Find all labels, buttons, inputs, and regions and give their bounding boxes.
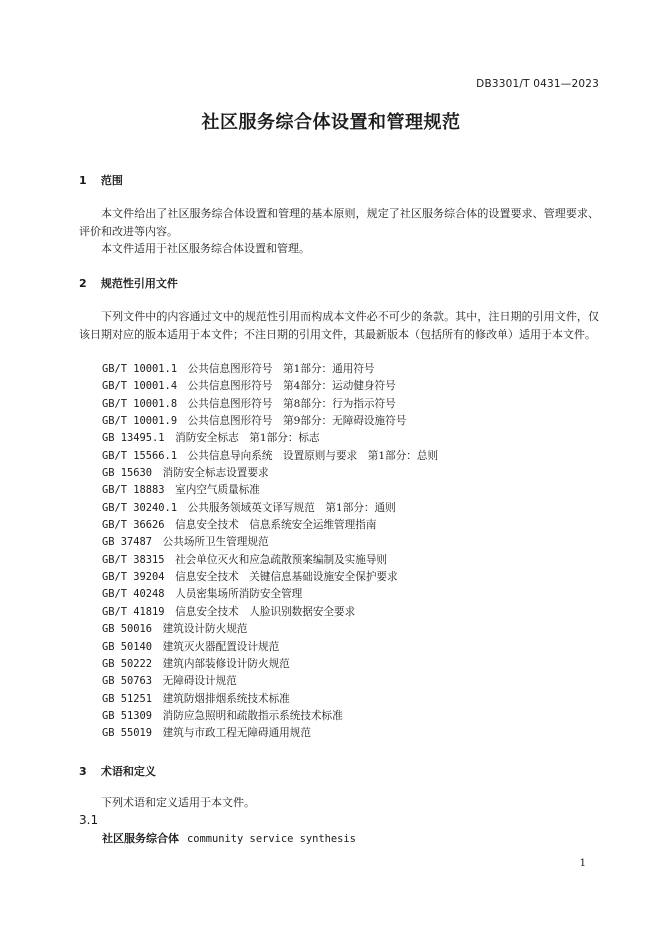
reference-item <box>102 708 438 725</box>
reference-item <box>102 725 438 742</box>
section-title: 术语和定义 <box>100 765 156 778</box>
reference-code: GB/T 36626 <box>102 519 165 532</box>
term-chinese: 社区服务综合体 <box>102 832 179 845</box>
reference-code: GB/T 39204 <box>102 571 165 584</box>
reference-name: 建筑内部装修设计防火规范 <box>162 657 290 670</box>
reference-name: 公共服务领域英文译写规范 第1部分：通则 <box>187 501 396 514</box>
document-title: 社区服务综合体设置和管理规范 <box>201 112 461 133</box>
reference-name: 社会单位灭火和应急疏散预案编制及实施导则 <box>175 553 388 566</box>
term-english: community service synthesis <box>187 833 356 845</box>
reference-item <box>102 534 438 551</box>
reference-name: 消防应急照明和疏散指示系统技术标准 <box>162 709 343 722</box>
reference-name: 人员密集场所消防安全管理 <box>175 588 303 601</box>
reference-item <box>102 604 438 621</box>
section-title: 规范性引用文件 <box>100 277 178 290</box>
reference-code: GB 50763 <box>102 675 153 688</box>
reference-code: GB 50016 <box>102 623 153 636</box>
reference-item <box>102 482 438 499</box>
reference-name: 建筑设计防火规范 <box>162 623 248 636</box>
reference-item <box>102 569 438 586</box>
reference-item <box>102 552 438 569</box>
section-number: 3 <box>79 765 87 778</box>
reference-item <box>102 378 438 395</box>
reference-name: 建筑与市政工程无障碍通用规范 <box>162 727 311 740</box>
reference-name: 公共场所卫生管理规范 <box>162 536 269 549</box>
reference-item <box>102 586 438 603</box>
reference-code: GB/T 10001.1 <box>102 363 178 375</box>
reference-name: 信息安全技术 关键信息基础设施安全保护要求 <box>175 571 398 584</box>
reference-code: GB/T 15566.1 <box>102 449 178 462</box>
reference-item <box>102 413 438 430</box>
section-number: 2 <box>79 277 87 290</box>
reference-item <box>102 500 438 517</box>
section-heading-3 <box>79 763 156 779</box>
reference-name: 消防安全标志 第1部分：标志 <box>175 432 320 445</box>
normative-references-list <box>102 361 438 743</box>
page-number: 1 <box>579 858 586 869</box>
reference-code: GB 50222 <box>102 657 153 670</box>
terms-intro-paragraph: 下列术语和定义适用于本文件。 <box>101 796 255 809</box>
reference-name: 公共信息图形符号 第1部分：通用符号 <box>187 363 375 375</box>
reference-code: GB 51251 <box>102 692 153 705</box>
reference-code: GB 13495.1 <box>102 432 165 445</box>
reference-code: GB 37487 <box>102 536 153 549</box>
reference-code: GB/T 10001.4 <box>102 380 178 393</box>
reference-name: 信息安全技术 信息系统安全运维管理指南 <box>175 519 377 532</box>
reference-item <box>102 448 438 465</box>
section-heading-2 <box>79 275 178 291</box>
reference-code: GB 51309 <box>102 709 153 722</box>
reference-code: GB 15630 <box>102 467 153 480</box>
reference-code: GB/T 38315 <box>102 553 165 566</box>
section-title: 范围 <box>100 174 123 187</box>
reference-name: 公共信息图形符号 第9部分：无障碍设施符号 <box>187 415 407 428</box>
section-number: 1 <box>79 174 87 187</box>
reference-name: 公共信息图形符号 第8部分：行为指示符号 <box>187 397 396 410</box>
reference-item <box>102 396 438 413</box>
reference-name: 公共信息导向系统 设置原则与要求 第1部分：总则 <box>187 449 439 462</box>
document-code: DB3301/T 0431—2023 <box>476 78 599 90</box>
reference-item <box>102 430 438 447</box>
reference-name: 信息安全技术 人脸识别数据安全要求 <box>175 605 356 618</box>
reference-item <box>102 517 438 534</box>
term-number: 3.1 <box>79 813 99 827</box>
reference-name: 公共信息图形符号 第4部分：运动健身符号 <box>187 380 396 393</box>
reference-item <box>102 656 438 673</box>
scope-paragraph-1: 本文件给出了社区服务综合体设置和管理的基本原则，规定了社区服务综合体的设置要求、管理要求、评价和改进等内容。 <box>79 207 599 238</box>
reference-code: GB/T 10001.8 <box>102 397 178 410</box>
reference-name: 建筑防烟排烟系统技术标准 <box>162 692 290 705</box>
scope-paragraph-2: 本文件适用于社区服务综合体设置和管理。 <box>101 242 310 255</box>
reference-code: GB/T 18883 <box>102 484 165 497</box>
reference-code: GB/T 10001.9 <box>102 415 178 428</box>
reference-item <box>102 465 438 482</box>
reference-item <box>102 673 438 690</box>
reference-code: GB/T 30240.1 <box>102 501 178 514</box>
reference-name: 无障碍设计规范 <box>162 675 237 688</box>
reference-name: 建筑灭火器配置设计规范 <box>162 640 280 653</box>
reference-code: GB 55019 <box>102 727 153 740</box>
reference-item <box>102 691 438 708</box>
reference-code: GB 50140 <box>102 640 153 653</box>
term-entry <box>102 830 356 846</box>
reference-item <box>102 361 438 378</box>
reference-name: 消防安全标志设置要求 <box>162 467 269 480</box>
reference-code: GB/T 40248 <box>102 588 165 601</box>
reference-code: GB/T 41819 <box>102 605 165 618</box>
reference-item <box>102 621 438 638</box>
reference-item <box>102 639 438 656</box>
references-intro-paragraph: 下列文件中的内容通过文中的规范性引用而构成本文件必不可少的条款。其中，注日期的引用文件，仅该日期对应的版本适用于本文件；不注日期的引用文件，其最新版本（包括所有的修改单）适用于本文件。 <box>79 310 599 341</box>
section-heading-1 <box>79 172 123 188</box>
reference-name: 室内空气质量标准 <box>175 484 260 497</box>
